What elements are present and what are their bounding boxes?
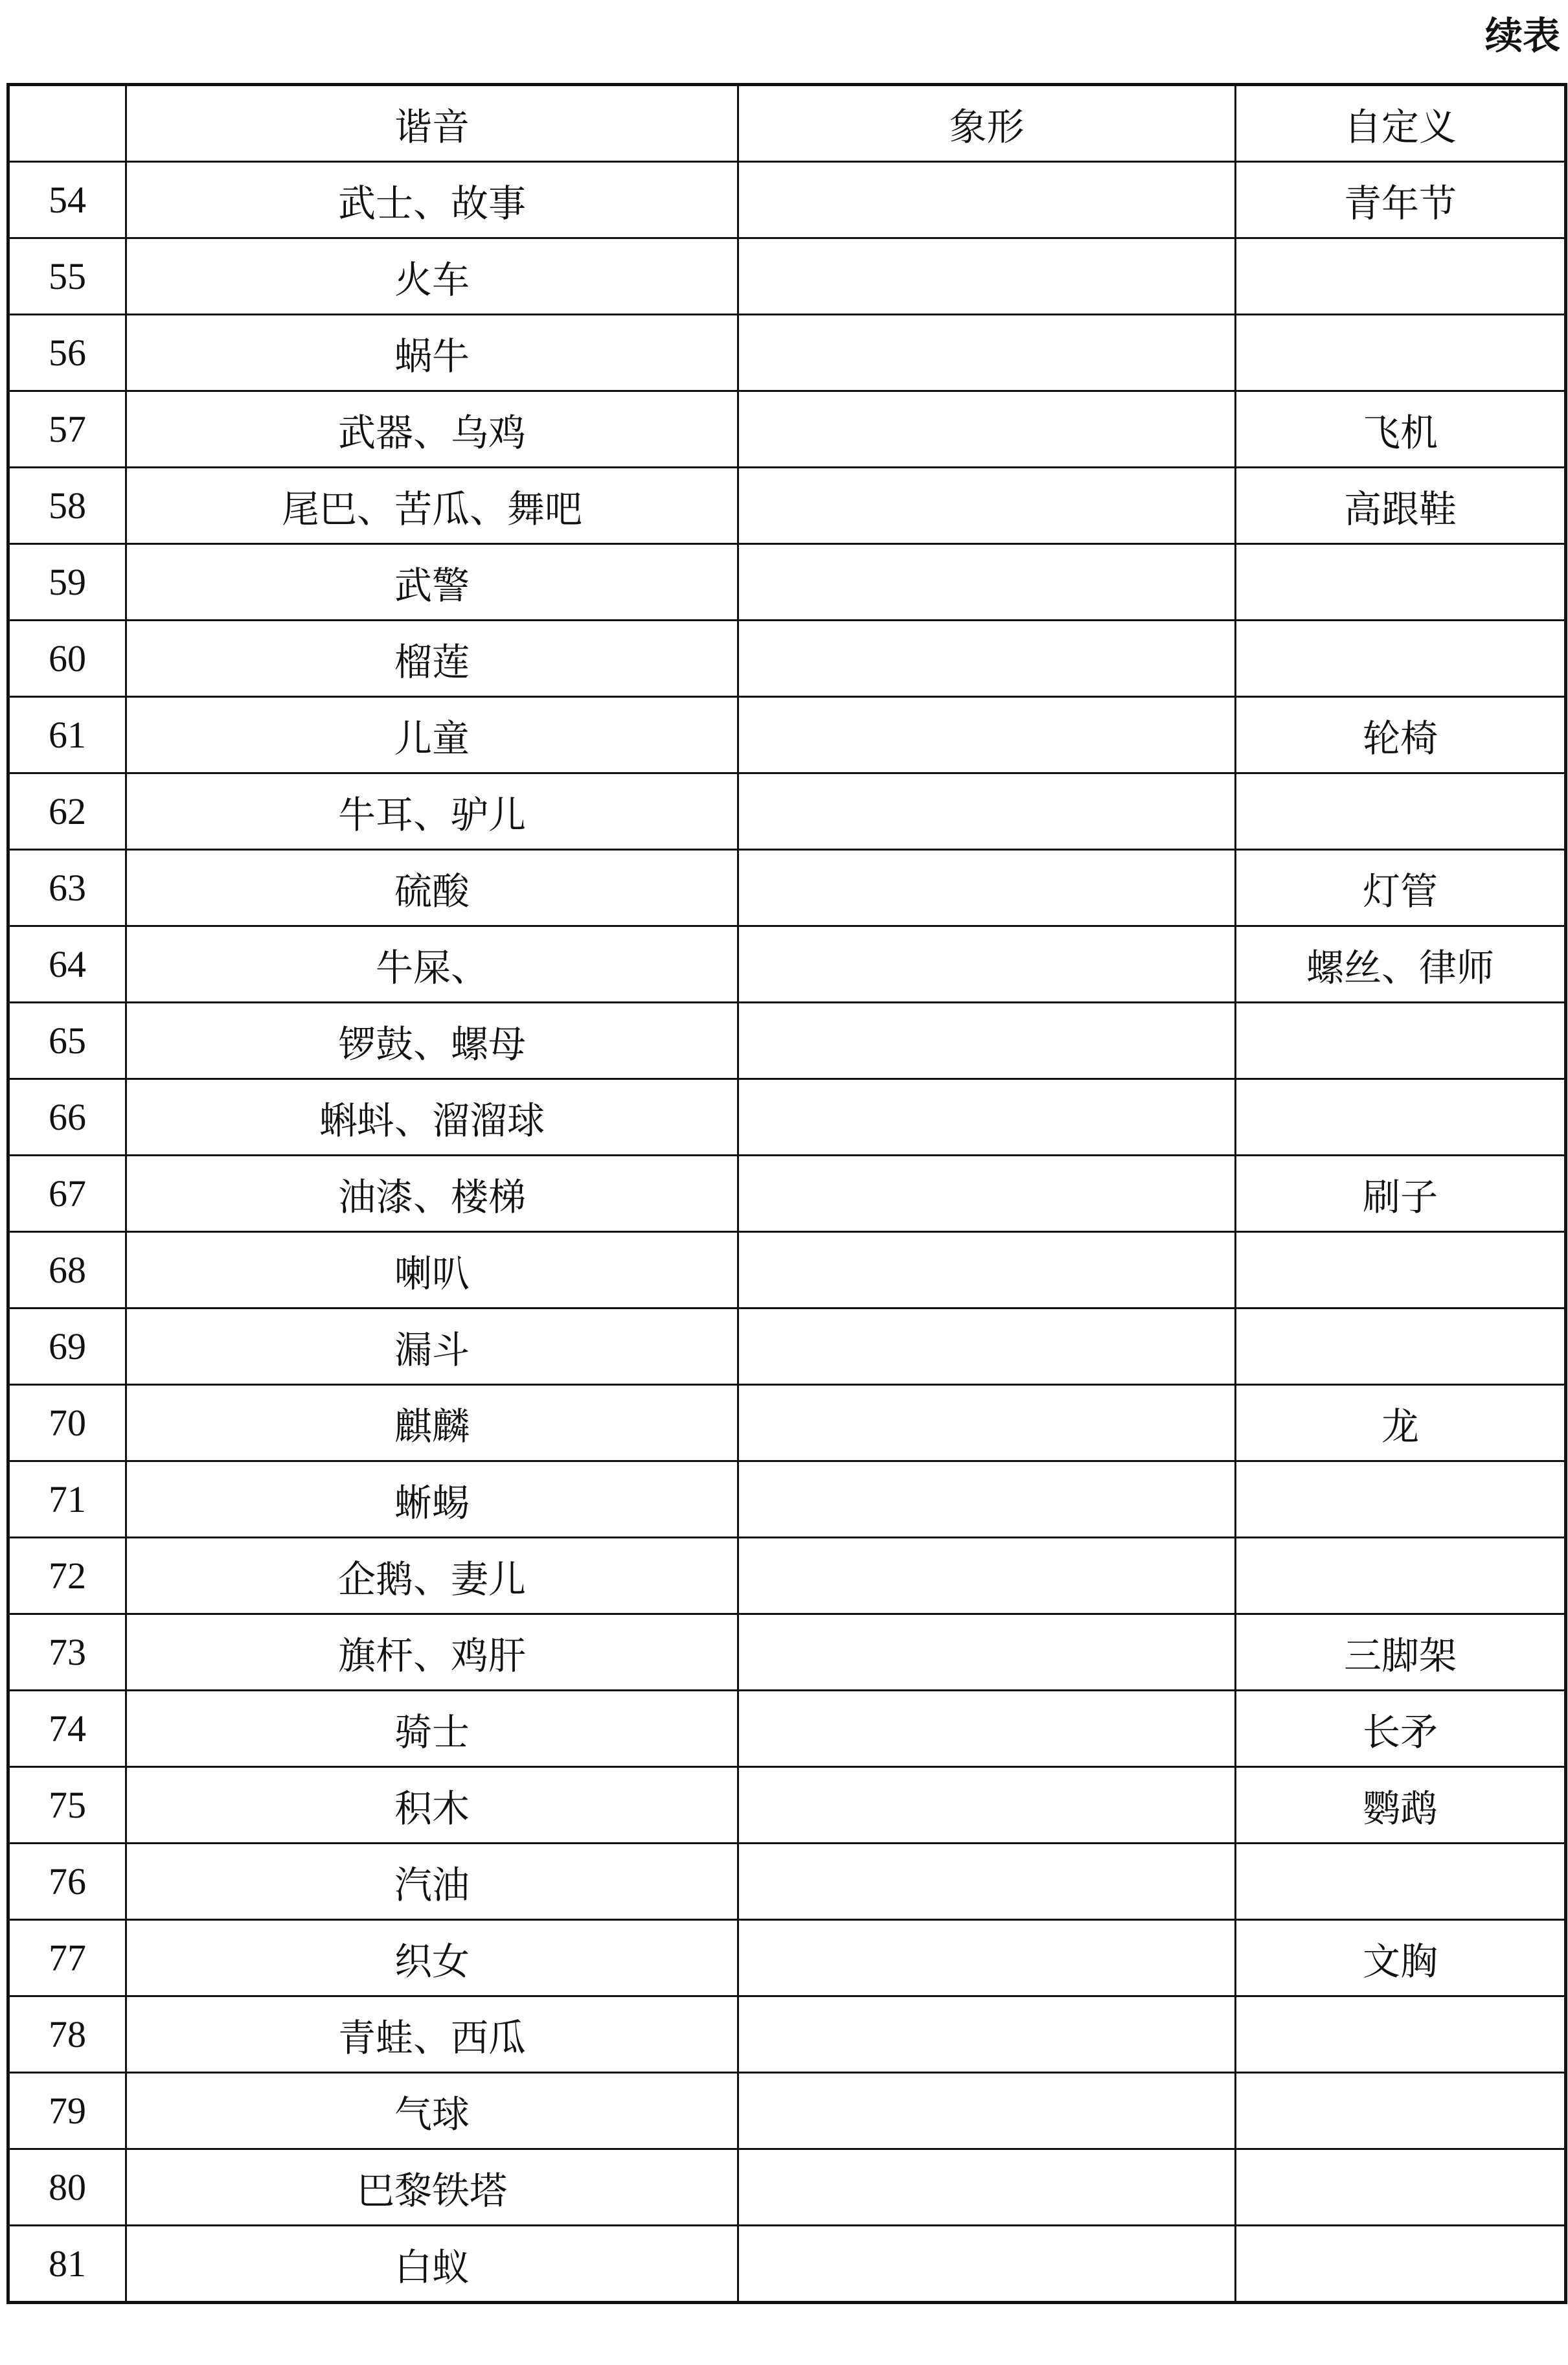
table-body	[8, 162, 1566, 2303]
table-row	[8, 1232, 1566, 1308]
homophone-cell: 儿童	[126, 697, 738, 773]
pictograph-cell	[738, 1767, 1236, 1844]
row-number: 67	[8, 1156, 126, 1232]
table-row	[8, 850, 1566, 926]
custom-cell	[1236, 1079, 1566, 1156]
homophone-cell: 气球	[126, 2073, 738, 2149]
pictograph-cell	[738, 2073, 1236, 2149]
homophone-cell: 蝌蚪、溜溜球	[126, 1079, 738, 1156]
pictograph-cell	[738, 2226, 1236, 2303]
homophone-cell: 蜥蜴	[126, 1461, 738, 1538]
pictograph-cell	[738, 1308, 1236, 1385]
header-custom: 自定义	[1236, 85, 1566, 162]
pictograph-cell	[738, 391, 1236, 468]
pictograph-cell	[738, 1232, 1236, 1308]
table-row	[8, 2149, 1566, 2226]
homophone-cell: 巴黎铁塔	[126, 2149, 738, 2226]
pictograph-cell	[738, 1844, 1236, 1920]
homophone-cell: 企鹅、妻儿	[126, 1538, 738, 1614]
pictograph-cell	[738, 1691, 1236, 1767]
custom-cell: 刷子	[1236, 1156, 1566, 1232]
table-row	[8, 621, 1566, 697]
table-row	[8, 1691, 1566, 1767]
homophone-cell: 牛耳、驴儿	[126, 773, 738, 850]
homophone-cell: 织女	[126, 1920, 738, 1996]
custom-cell: 飞机	[1236, 391, 1566, 468]
pictograph-cell	[738, 926, 1236, 1003]
row-number: 80	[8, 2149, 126, 2226]
pictograph-cell	[738, 468, 1236, 544]
custom-cell	[1236, 1232, 1566, 1308]
table-row	[8, 1614, 1566, 1691]
table-row	[8, 1385, 1566, 1461]
custom-cell: 三脚架	[1236, 1614, 1566, 1691]
custom-cell	[1236, 1538, 1566, 1614]
table-row	[8, 697, 1566, 773]
homophone-cell: 尾巴、苦瓜、舞吧	[126, 468, 738, 544]
header-pictograph: 象形	[738, 85, 1236, 162]
row-number: 73	[8, 1614, 126, 1691]
pictograph-cell	[738, 1461, 1236, 1538]
homophone-cell: 喇叭	[126, 1232, 738, 1308]
custom-cell: 文胸	[1236, 1920, 1566, 1996]
pictograph-cell	[738, 773, 1236, 850]
custom-cell	[1236, 544, 1566, 621]
pictograph-cell	[738, 697, 1236, 773]
table-row	[8, 468, 1566, 544]
custom-cell	[1236, 2073, 1566, 2149]
table-row	[8, 2226, 1566, 2303]
homophone-cell: 榴莲	[126, 621, 738, 697]
table-row	[8, 315, 1566, 391]
table-row	[8, 1996, 1566, 2073]
homophone-cell: 硫酸	[126, 850, 738, 926]
homophone-cell: 锣鼓、螺母	[126, 1003, 738, 1079]
table-row	[8, 2073, 1566, 2149]
row-number: 70	[8, 1385, 126, 1461]
custom-cell: 灯管	[1236, 850, 1566, 926]
custom-cell	[1236, 315, 1566, 391]
homophone-cell: 武器、乌鸡	[126, 391, 738, 468]
row-number: 54	[8, 162, 126, 238]
custom-cell: 长矛	[1236, 1691, 1566, 1767]
homophone-cell: 白蚁	[126, 2226, 738, 2303]
pictograph-cell	[738, 1079, 1236, 1156]
custom-cell	[1236, 1844, 1566, 1920]
table-row	[8, 1079, 1566, 1156]
table-row	[8, 544, 1566, 621]
homophone-cell: 麒麟	[126, 1385, 738, 1461]
custom-cell	[1236, 238, 1566, 315]
row-number: 65	[8, 1003, 126, 1079]
homophone-cell: 汽油	[126, 1844, 738, 1920]
table-row	[8, 773, 1566, 850]
row-number: 72	[8, 1538, 126, 1614]
homophone-cell: 火车	[126, 238, 738, 315]
row-number: 60	[8, 621, 126, 697]
pictograph-cell	[738, 850, 1236, 926]
table-row	[8, 1844, 1566, 1920]
row-number: 56	[8, 315, 126, 391]
table-row	[8, 1920, 1566, 1996]
table-row	[8, 238, 1566, 315]
homophone-cell: 武警	[126, 544, 738, 621]
row-number: 59	[8, 544, 126, 621]
pictograph-cell	[738, 1156, 1236, 1232]
mnemonic-table	[6, 83, 1567, 2304]
row-number: 69	[8, 1308, 126, 1385]
homophone-cell: 旗杆、鸡肝	[126, 1614, 738, 1691]
custom-cell	[1236, 1461, 1566, 1538]
table-row	[8, 162, 1566, 238]
custom-cell: 青年节	[1236, 162, 1566, 238]
custom-cell	[1236, 621, 1566, 697]
pictograph-cell	[738, 315, 1236, 391]
custom-cell: 高跟鞋	[1236, 468, 1566, 544]
custom-cell	[1236, 773, 1566, 850]
homophone-cell: 蜗牛	[126, 315, 738, 391]
table-row	[8, 391, 1566, 468]
homophone-cell: 积木	[126, 1767, 738, 1844]
table-row	[8, 1767, 1566, 1844]
custom-cell: 轮椅	[1236, 697, 1566, 773]
pictograph-cell	[738, 1996, 1236, 2073]
row-number: 66	[8, 1079, 126, 1156]
table-row	[8, 1308, 1566, 1385]
custom-cell	[1236, 1996, 1566, 2073]
row-number: 68	[8, 1232, 126, 1308]
custom-cell	[1236, 1308, 1566, 1385]
table-row	[8, 1003, 1566, 1079]
continued-label: 续表	[1484, 14, 1560, 58]
homophone-cell: 油漆、楼梯	[126, 1156, 738, 1232]
row-number: 74	[8, 1691, 126, 1767]
pictograph-cell	[738, 1003, 1236, 1079]
table-row	[8, 926, 1566, 1003]
row-number: 78	[8, 1996, 126, 2073]
pictograph-cell	[738, 544, 1236, 621]
pictograph-cell	[738, 238, 1236, 315]
custom-cell	[1236, 2226, 1566, 2303]
custom-cell: 龙	[1236, 1385, 1566, 1461]
row-number: 75	[8, 1767, 126, 1844]
pictograph-cell	[738, 1385, 1236, 1461]
pictograph-cell	[738, 1538, 1236, 1614]
homophone-cell: 牛屎、	[126, 926, 738, 1003]
row-number: 62	[8, 773, 126, 850]
row-number: 57	[8, 391, 126, 468]
row-number: 64	[8, 926, 126, 1003]
header-number	[8, 85, 126, 162]
row-number: 58	[8, 468, 126, 544]
homophone-cell: 青蛙、西瓜	[126, 1996, 738, 2073]
pictograph-cell	[738, 621, 1236, 697]
row-number: 77	[8, 1920, 126, 1996]
row-number: 63	[8, 850, 126, 926]
pictograph-cell	[738, 2149, 1236, 2226]
table-row	[8, 1538, 1566, 1614]
table-row	[8, 1461, 1566, 1538]
row-number: 71	[8, 1461, 126, 1538]
table-row	[8, 1156, 1566, 1232]
homophone-cell: 漏斗	[126, 1308, 738, 1385]
custom-cell	[1236, 2149, 1566, 2226]
row-number: 79	[8, 2073, 126, 2149]
pictograph-cell	[738, 1614, 1236, 1691]
row-number: 76	[8, 1844, 126, 1920]
custom-cell: 鹦鹉	[1236, 1767, 1566, 1844]
row-number: 81	[8, 2226, 126, 2303]
pictograph-cell	[738, 1920, 1236, 1996]
header-homophone: 谐音	[126, 85, 738, 162]
custom-cell: 螺丝、律师	[1236, 926, 1566, 1003]
row-number: 55	[8, 238, 126, 315]
row-number: 61	[8, 697, 126, 773]
custom-cell	[1236, 1003, 1566, 1079]
homophone-cell: 骑士	[126, 1691, 738, 1767]
header-row	[8, 85, 1566, 162]
pictograph-cell	[738, 162, 1236, 238]
homophone-cell: 武士、故事	[126, 162, 738, 238]
